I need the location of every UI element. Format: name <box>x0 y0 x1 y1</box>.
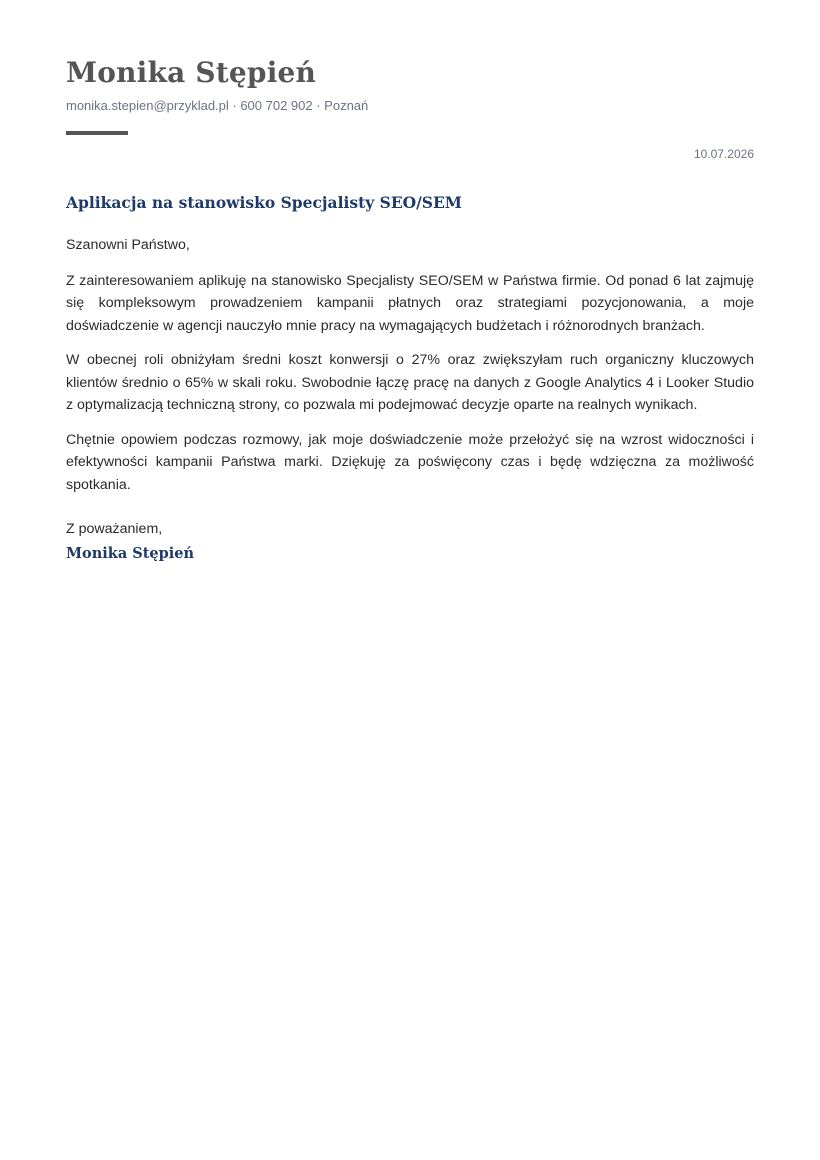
letter-date: 10.07.2026 <box>693 147 754 161</box>
letter-subject: Aplikacja na stanowisko Specjalisty SEO/SEM <box>66 193 462 212</box>
closing-phrase: Z poważaniem, <box>66 521 163 537</box>
header-divider <box>66 131 128 135</box>
letter-body <box>66 234 754 565</box>
contact-info: monika.stepien@przyklad.pl · 600 702 902 · Poznań <box>66 98 369 113</box>
greeting: Szanowni Państwo, <box>66 237 190 253</box>
paragraph-achievements: W obecnej roli obniżyłam średni koszt konwersji o 27% oraz zwiększyłam ruch organiczny kluczowych klientów średnio o 65% w skali roku. Swobodnie łączę pracę na danych z Google Analytics 4 i Looker Studio z optymalizacją techniczną strony, co pozwala mi podejmować decyzje oparte na realnych wynikach. <box>66 352 754 413</box>
paragraph-closing: Chętnie opowiem podczas rozmowy, jak moje doświadczenie może przełożyć się na wzrost widoczności i efektywności kampanii Państwa marki. Dziękuję za poświęcony czas i będę wdzięczna za możliwość spotkania. <box>66 431 754 493</box>
signature-name: Monika Stępień <box>66 544 195 562</box>
applicant-name: Monika Stępień <box>66 56 317 89</box>
paragraph-intro: Z zainteresowaniem aplikuję na stanowisko Specjalisty SEO/SEM w Państwa firmie. Od ponad 6 lat zajmuję się kompleksowym prowadzeniem kampanii płatnych oraz strategiami pozycjonowania, a moje doświadczenie w agencji nauczyło mnie pracy na wymagających budżetach i różnorodnych branżach. <box>66 272 754 334</box>
